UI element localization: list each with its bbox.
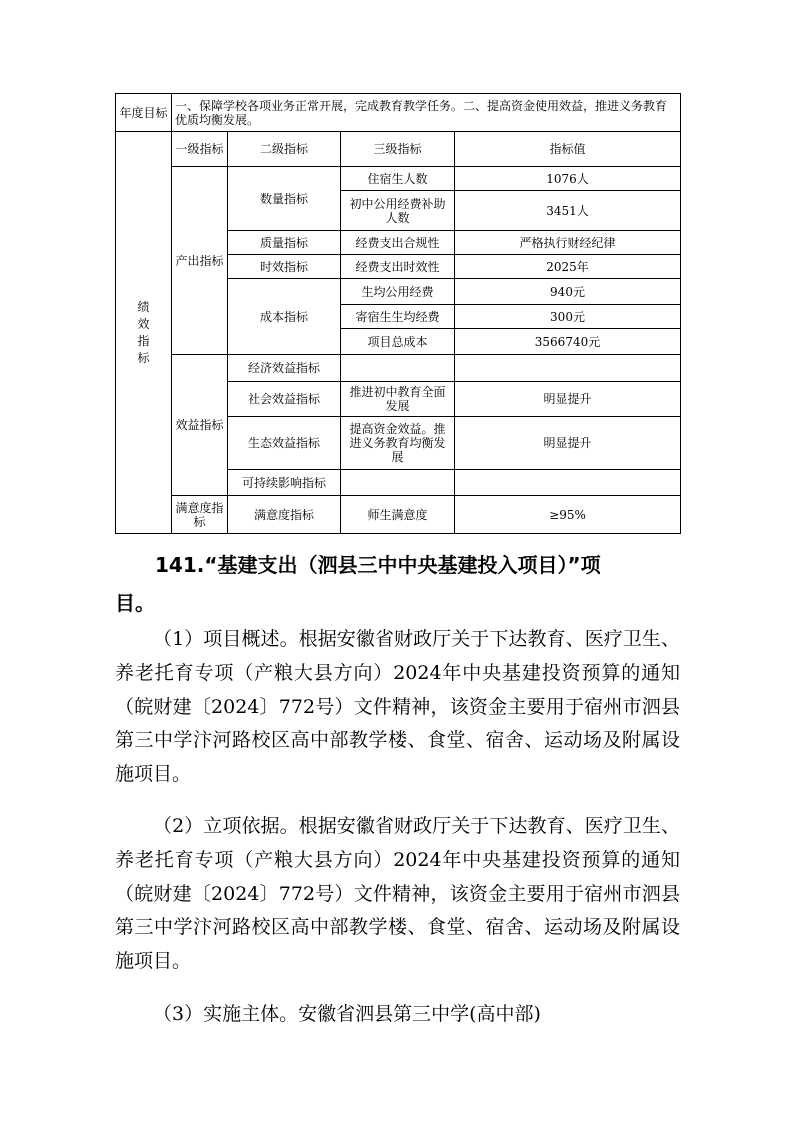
header-level3: 三级指标 [341,132,455,167]
table-cell: 严格执行财经纪律 [455,231,681,255]
table-cell [455,470,681,496]
table-cell: 生均公用经费 [341,279,455,305]
table-cell: 3566740元 [455,329,681,355]
paragraph-implementer: （3）实施主体。安徽省泗县第三中学(高中部) [153,1003,541,1025]
table-cell: 经费支出合规性 [341,231,455,255]
perf-label: 绩效指标 [137,299,150,365]
table-cell: 推进初中教育全面发展 [341,382,455,417]
economic-label: 经济效益指标 [228,355,341,382]
goal-label: 年度目标 [116,94,172,132]
table-cell [341,355,455,382]
table-cell: 项目总成本 [341,329,455,355]
satisfaction-label: 满意度指标 [172,496,228,534]
header-level2: 二级指标 [228,132,341,167]
quality-label: 质量指标 [228,231,341,255]
quantity-label: 数量指标 [228,167,341,231]
table-cell: 940元 [455,279,681,305]
timeliness-label: 时效指标 [228,255,341,279]
table-cell: 明显提升 [455,417,681,470]
paragraph-basis: （2）立项依据。根据安徽省财政厅关于下达教育、医疗卫生、养老托育专项（产粮大县方向）2024年中央基建投资预算的通知（皖财建〔2024〕772号）文件精神，该资金主要用于宿州市泗县第三中学汴河路校区高中部教学楼、食堂、宿舍、运动场及附属设施项目。 [115,815,680,973]
benefit-label: 效益指标 [172,355,228,496]
table-cell: 3451人 [455,191,681,231]
goal-text: 一、保障学校各项业务正常开展，完成教育教学任务。二、提高资金使用效益，推进义务教育优质均衡发展。 [172,94,681,132]
sustainable-label: 可持续影响指标 [228,470,341,496]
table-cell: 初中公用经费补助人数 [341,191,455,231]
section-heading-line1: 141.“基建支出（泗县三中中央基建投入项目）”项 [155,553,601,577]
cost-label: 成本指标 [228,279,341,355]
table-cell: 明显提升 [455,382,681,417]
table-cell: ≥95% [455,496,681,534]
header-level1: 一级指标 [172,132,228,167]
table-cell [455,355,681,382]
paragraph-overview: （1）项目概述。根据安徽省财政厅关于下达教育、医疗卫生、养老托育专项（产粮大县方向）2024年中央基建投资预算的通知（皖财建〔2024〕772号）文件精神，该资金主要用于宿州市泗县第三中学汴河路校区高中部教学楼、食堂、宿舍、运动场及附属设施项目。 [115,628,680,786]
satisfaction-sub-label: 满意度指标 [228,496,341,534]
table-cell: 寄宿生生均经费 [341,305,455,329]
table-cell: 住宿生人数 [341,167,455,191]
output-label: 产出指标 [172,167,228,355]
section-heading-line2: 目。 [115,591,155,615]
table-cell: 300元 [455,305,681,329]
header-value: 指标值 [455,132,681,167]
social-label: 社会效益指标 [228,382,341,417]
table-cell [341,470,455,496]
table-cell: 2025年 [455,255,681,279]
table-cell: 经费支出时效性 [341,255,455,279]
performance-table [115,93,681,534]
table-cell: 1076人 [455,167,681,191]
table-cell: 师生满意度 [341,496,455,534]
perf-label-cell [116,132,172,534]
table-cell: 提高资金效益。推进义务教育均衡发展 [341,417,455,470]
ecological-label: 生态效益指标 [228,417,341,470]
